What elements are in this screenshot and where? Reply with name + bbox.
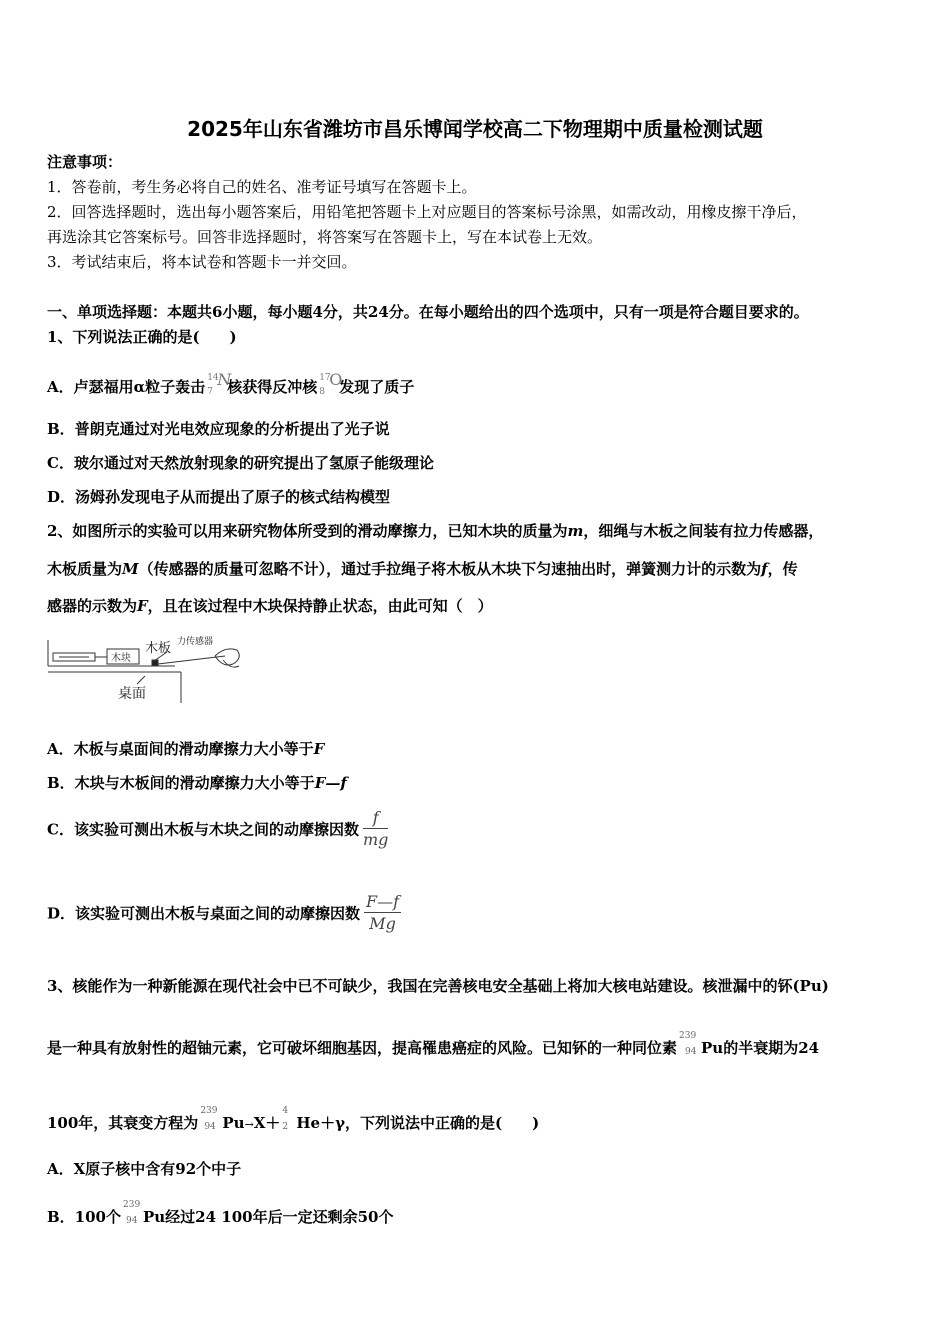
q2-stem-line1: 2、如图所示的实验可以用来研究物体所受到的滑动摩擦力，已知木块的质量为m，细绳与木板之间装有拉力传感器， — [47, 522, 824, 540]
notes-heading: 注意事项： — [47, 153, 123, 171]
pu-isotope-2: 239 94 — [200, 1106, 218, 1132]
fraction-d: $\frac{F—f}{Mg}$ — [366, 892, 400, 933]
q2-option-d: D．该实验可测出木板与桌面之间的动摩擦因数 $\frac{F—f}{Mg}$ — [47, 892, 400, 933]
fig-label-block: 木块 — [111, 653, 131, 664]
note-1: 1．答卷前，考生务必将自己的姓名、准考证号填写在答题卡上。 — [47, 178, 477, 196]
note-2b: 再选涂其它答案标号。回答非选择题时，将答案写在答题卡上，写在本试卷上无效。 — [47, 228, 603, 246]
pu-isotope: 239 94 — [679, 1031, 697, 1057]
section-heading: 一、单项选择题：本题共6小题，每小题4分，共24分。在每小题给出的四个选项中，只有一项是符合题目要求的。 — [47, 303, 809, 321]
experiment-figure — [45, 628, 255, 708]
q2-option-b: B．木块与木板间的滑动摩擦力大小等于F—f — [47, 774, 347, 792]
q2-stem-line3: 感器的示数为F，且在该过程中木块保持静止状态，由此可知（ ） — [47, 597, 493, 615]
fraction-c: $\frac{f}{mg}$ — [362, 808, 389, 849]
q3-stem-line3: 100年，其衰变方程为 239 94 Pu→X＋ 4 2 He＋γ，下列说法中正确的是( ) — [47, 1106, 540, 1132]
q1-option-c: C．玻尔通过对天然放射现象的研究提出了氢原子能级理论 — [47, 454, 434, 472]
fig-label-table: 桌面 — [118, 686, 146, 702]
q3-option-a: A．X原子核中含有92个中子 — [47, 1160, 242, 1178]
q3-stem-line1: 3、核能作为一种新能源在现代社会中已不可缺少，我国在完善核电安全基础上将加大核电站建设。核泄漏中的钚(Pu) — [47, 977, 829, 995]
oxygen-isotope: 17 8 O — [319, 370, 343, 397]
nitrogen-isotope: 14 7 N — [207, 370, 232, 397]
q2-option-a: A．木板与桌面间的滑动摩擦力大小等于F — [47, 740, 325, 758]
fig-label-sensor: 力传感器 — [177, 637, 214, 647]
q1-option-b: B．普朗克通过对光电效应现象的分析提出了光子说 — [47, 420, 390, 438]
q1-stem: 1、下列说法正确的是( ) — [47, 328, 237, 346]
q1-a-pre: A．卢瑟福用α粒子轰击 — [47, 378, 206, 396]
q3-option-b: B．100个 239 94 Pu经过24 100年后一定还剩余50个 — [47, 1200, 394, 1226]
note-2a: 2．回答选择题时，选出每小题答案后，用铅笔把答题卡上对应题目的答案标号涂黑，如需改动，用橡皮擦干净后， — [47, 203, 807, 221]
q3-stem-line2: 是一种具有放射性的超铀元素，它可破坏细胞基因，提高罹患癌症的风险。已知钚的一种同位素 239 94 Pu的半衰期为24 — [47, 1031, 820, 1057]
fig-label-board: 木板 — [145, 641, 172, 656]
pu-isotope-3: 239 94 — [123, 1200, 141, 1226]
q2-option-c: C．该实验可测出木板与木块之间的动摩擦因数 $\frac{f}{mg}$ — [47, 808, 389, 849]
q2-stem-line2: 木板质量为M（传感器的质量可忽略不计），通过手拉绳子将木板从木块下匀速抽出时，弹簧测力计的示数为f，传 — [47, 560, 798, 578]
q1-option-a — [47, 372, 414, 397]
exam-title: 2025年山东省潍坊市昌乐博闻学校高二下物理期中质量检测试题 — [187, 117, 763, 141]
q1-a-mid: 核获得反冲核 — [227, 378, 318, 396]
note-3: 3．考试结束后，将本试卷和答题卡一并交回。 — [47, 253, 357, 271]
q1-a-post: 发现了质子 — [339, 378, 415, 396]
q1-option-d: D．汤姆孙发现电子从而提出了原子的核式结构模型 — [47, 488, 391, 506]
he-isotope: 4 2 — [282, 1106, 289, 1132]
